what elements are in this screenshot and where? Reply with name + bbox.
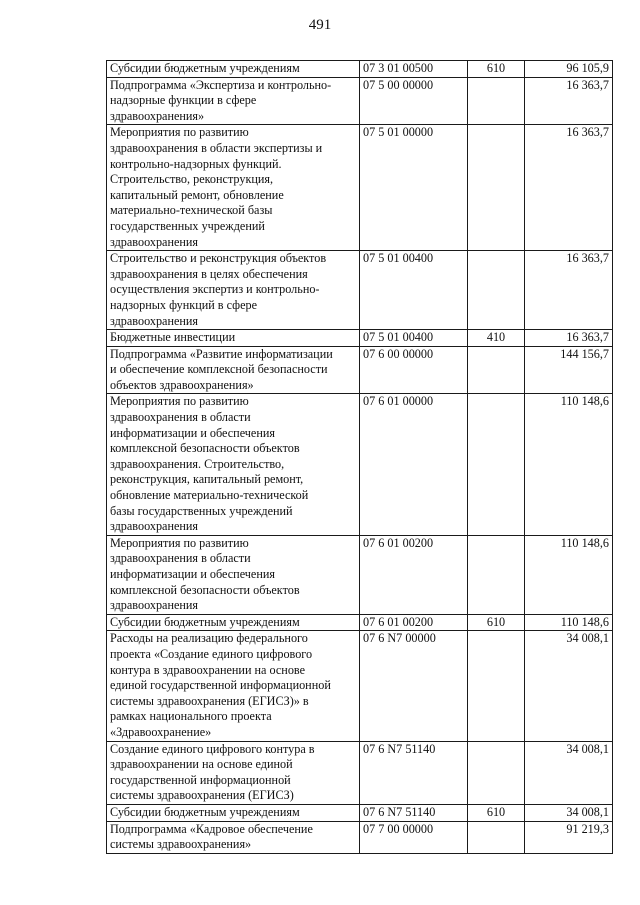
item-name-line: базы государственных учреждений	[110, 503, 293, 518]
item-name-cell	[107, 741, 360, 804]
table-row	[107, 346, 613, 394]
item-name-line: материально-технической базы	[110, 203, 273, 218]
target-code-cell: 07 5 01 00400	[360, 251, 468, 330]
table-row	[107, 614, 613, 631]
item-name-line: капитальный ремонт, обновление	[110, 187, 284, 202]
item-name-line: Создание единого цифрового контура в	[110, 741, 315, 756]
item-name-line: здравоохранения»	[110, 108, 205, 123]
item-name-cell	[107, 804, 360, 821]
table-row	[107, 125, 613, 251]
amount-cell: 16 363,7	[525, 330, 613, 347]
target-code-cell: 07 6 01 00200	[360, 614, 468, 631]
amount-cell: 144 156,7	[525, 346, 613, 394]
item-name-line: «Здравоохранение»	[110, 724, 212, 739]
item-name-line: объектов здравоохранения»	[110, 377, 254, 392]
item-name-cell	[107, 346, 360, 394]
amount-cell: 110 148,6	[525, 394, 613, 535]
item-name-line: Расходы на реализацию федерального	[110, 631, 308, 646]
item-name-line: информатизации и обеспечения	[110, 567, 275, 581]
item-name-line: Субсидии бюджетным учреждениям	[110, 61, 300, 75]
target-code-cell: 07 5 01 00000	[360, 125, 468, 251]
item-name-line: Подпрограмма «Экспертиза и контрольно-	[110, 77, 332, 92]
item-name-line: контрольно-надзорных функций.	[110, 156, 282, 171]
budget-table-body	[107, 61, 613, 854]
expense-type-cell	[468, 741, 525, 804]
table-row	[107, 251, 613, 330]
amount-cell: 91 219,3	[525, 821, 613, 853]
item-name-cell	[107, 394, 360, 535]
item-name-line: комплексной безопасности объектов	[110, 582, 300, 597]
table-row	[107, 631, 613, 741]
expense-type-cell	[468, 394, 525, 535]
item-name-line: здравоохранения в области экспертизы и	[110, 140, 323, 155]
expense-type-cell	[468, 125, 525, 251]
target-code-cell: 07 3 01 00500	[360, 61, 468, 78]
expense-type-cell: 610	[468, 61, 525, 78]
item-name-line: Подпрограмма «Развитие информатизации	[110, 346, 333, 361]
page-number: 491	[308, 17, 332, 33]
item-name-cell	[107, 535, 360, 614]
item-name-cell	[107, 614, 360, 631]
target-code-cell: 07 6 N7 00000	[360, 631, 468, 741]
item-name-line: проекта «Создание единого цифрового	[110, 646, 313, 661]
item-name-line: Субсидии бюджетным учреждениям	[110, 804, 300, 819]
item-name-line: государственной информационной	[110, 772, 291, 787]
target-code-cell: 07 6 01 00200	[360, 535, 468, 614]
table-row	[107, 394, 613, 535]
expense-type-cell	[468, 631, 525, 741]
item-name-line: здравоохранения	[110, 234, 199, 249]
table-row	[107, 77, 613, 125]
item-name-line: Мероприятия по развитию	[110, 535, 249, 550]
item-name-line: информатизации и обеспечения	[110, 425, 275, 440]
item-name-line: единой государственной информационной	[110, 678, 331, 693]
amount-cell: 16 363,7	[525, 77, 613, 125]
table-row	[107, 804, 613, 821]
item-name-line: здравоохранении на основе единой	[110, 757, 293, 772]
item-name-cell	[107, 61, 360, 78]
expense-type-cell	[468, 77, 525, 125]
item-name-line: Мероприятия по развитию	[110, 125, 249, 140]
item-name-line: здравоохранения	[110, 598, 199, 613]
expense-type-cell	[468, 346, 525, 394]
item-name-line: здравоохранения. Строительство,	[110, 456, 285, 471]
item-name-line: Субсидии бюджетным учреждениям	[110, 614, 300, 629]
amount-cell: 34 008,1	[525, 631, 613, 741]
amount-cell: 110 148,6	[525, 535, 613, 614]
target-code-cell: 07 5 00 00000	[360, 77, 468, 125]
item-name-line: надзорных функций в сфере	[110, 297, 257, 312]
table-row	[107, 330, 613, 347]
item-name-line: государственных учреждений	[110, 218, 265, 233]
amount-cell: 16 363,7	[525, 125, 613, 251]
budget-table	[106, 60, 613, 854]
target-code-cell: 07 5 01 00400	[360, 330, 468, 347]
item-name-line: системы здравоохранения (ЕГИСЗ)» в	[110, 693, 309, 708]
item-name-line: здравоохранения в целях обеспечения	[110, 266, 308, 281]
target-code-cell: 07 6 01 00000	[360, 394, 468, 535]
item-name-cell	[107, 631, 360, 741]
target-code-cell: 07 6 00 00000	[360, 346, 468, 394]
item-name-line: обновление материально-технической	[110, 488, 309, 503]
table-row	[107, 535, 613, 614]
item-name-line: Строительство и реконструкция объектов	[110, 251, 327, 266]
item-name-line: и обеспечение комплексной безопасности	[110, 362, 328, 377]
target-code-cell: 07 6 N7 51140	[360, 741, 468, 804]
amount-cell: 34 008,1	[525, 741, 613, 804]
item-name-line: комплексной безопасности объектов	[110, 441, 300, 456]
item-name-line: системы здравоохранения (ЕГИСЗ)	[110, 788, 294, 803]
item-name-line: здравоохранения в области	[110, 410, 251, 425]
expense-type-cell: 610	[468, 804, 525, 821]
amount-cell: 96 105,9	[525, 61, 613, 78]
item-name-line: системы здравоохранения»	[110, 837, 252, 852]
item-name-line: Строительство, реконструкция,	[110, 172, 274, 187]
expense-type-cell	[468, 535, 525, 614]
target-code-cell: 07 7 00 00000	[360, 821, 468, 853]
item-name-line: здравоохранения	[110, 313, 199, 328]
expense-type-cell: 610	[468, 614, 525, 631]
item-name-cell	[107, 821, 360, 853]
table-row	[107, 741, 613, 804]
item-name-line: здравоохранения	[110, 519, 199, 534]
expense-type-cell	[468, 251, 525, 330]
item-name-line: Бюджетные инвестиции	[110, 330, 236, 345]
item-name-cell	[107, 125, 360, 251]
table-row	[107, 821, 613, 853]
expense-type-cell: 410	[468, 330, 525, 347]
item-name-line: надзорные функции в сфере	[110, 93, 257, 108]
amount-cell: 110 148,6	[525, 614, 613, 631]
table-row	[107, 61, 613, 78]
item-name-cell	[107, 77, 360, 125]
target-code-cell: 07 6 N7 51140	[360, 804, 468, 821]
item-name-cell	[107, 251, 360, 330]
item-name-line: контура в здравоохранении на основе	[110, 662, 306, 677]
item-name-line: Мероприятия по развитию	[110, 394, 249, 409]
expense-type-cell	[468, 821, 525, 853]
amount-cell: 34 008,1	[525, 804, 613, 821]
item-name-line: Подпрограмма «Кадровое обеспечение	[110, 821, 313, 836]
item-name-line: здравоохранения в области	[110, 551, 251, 566]
amount-cell: 16 363,7	[525, 251, 613, 330]
item-name-line: рамках национального проекта	[110, 709, 272, 724]
item-name-cell	[107, 330, 360, 347]
item-name-line: реконструкция, капитальный ремонт,	[110, 472, 304, 487]
item-name-line: осуществления экспертиз и контрольно-	[110, 282, 320, 297]
